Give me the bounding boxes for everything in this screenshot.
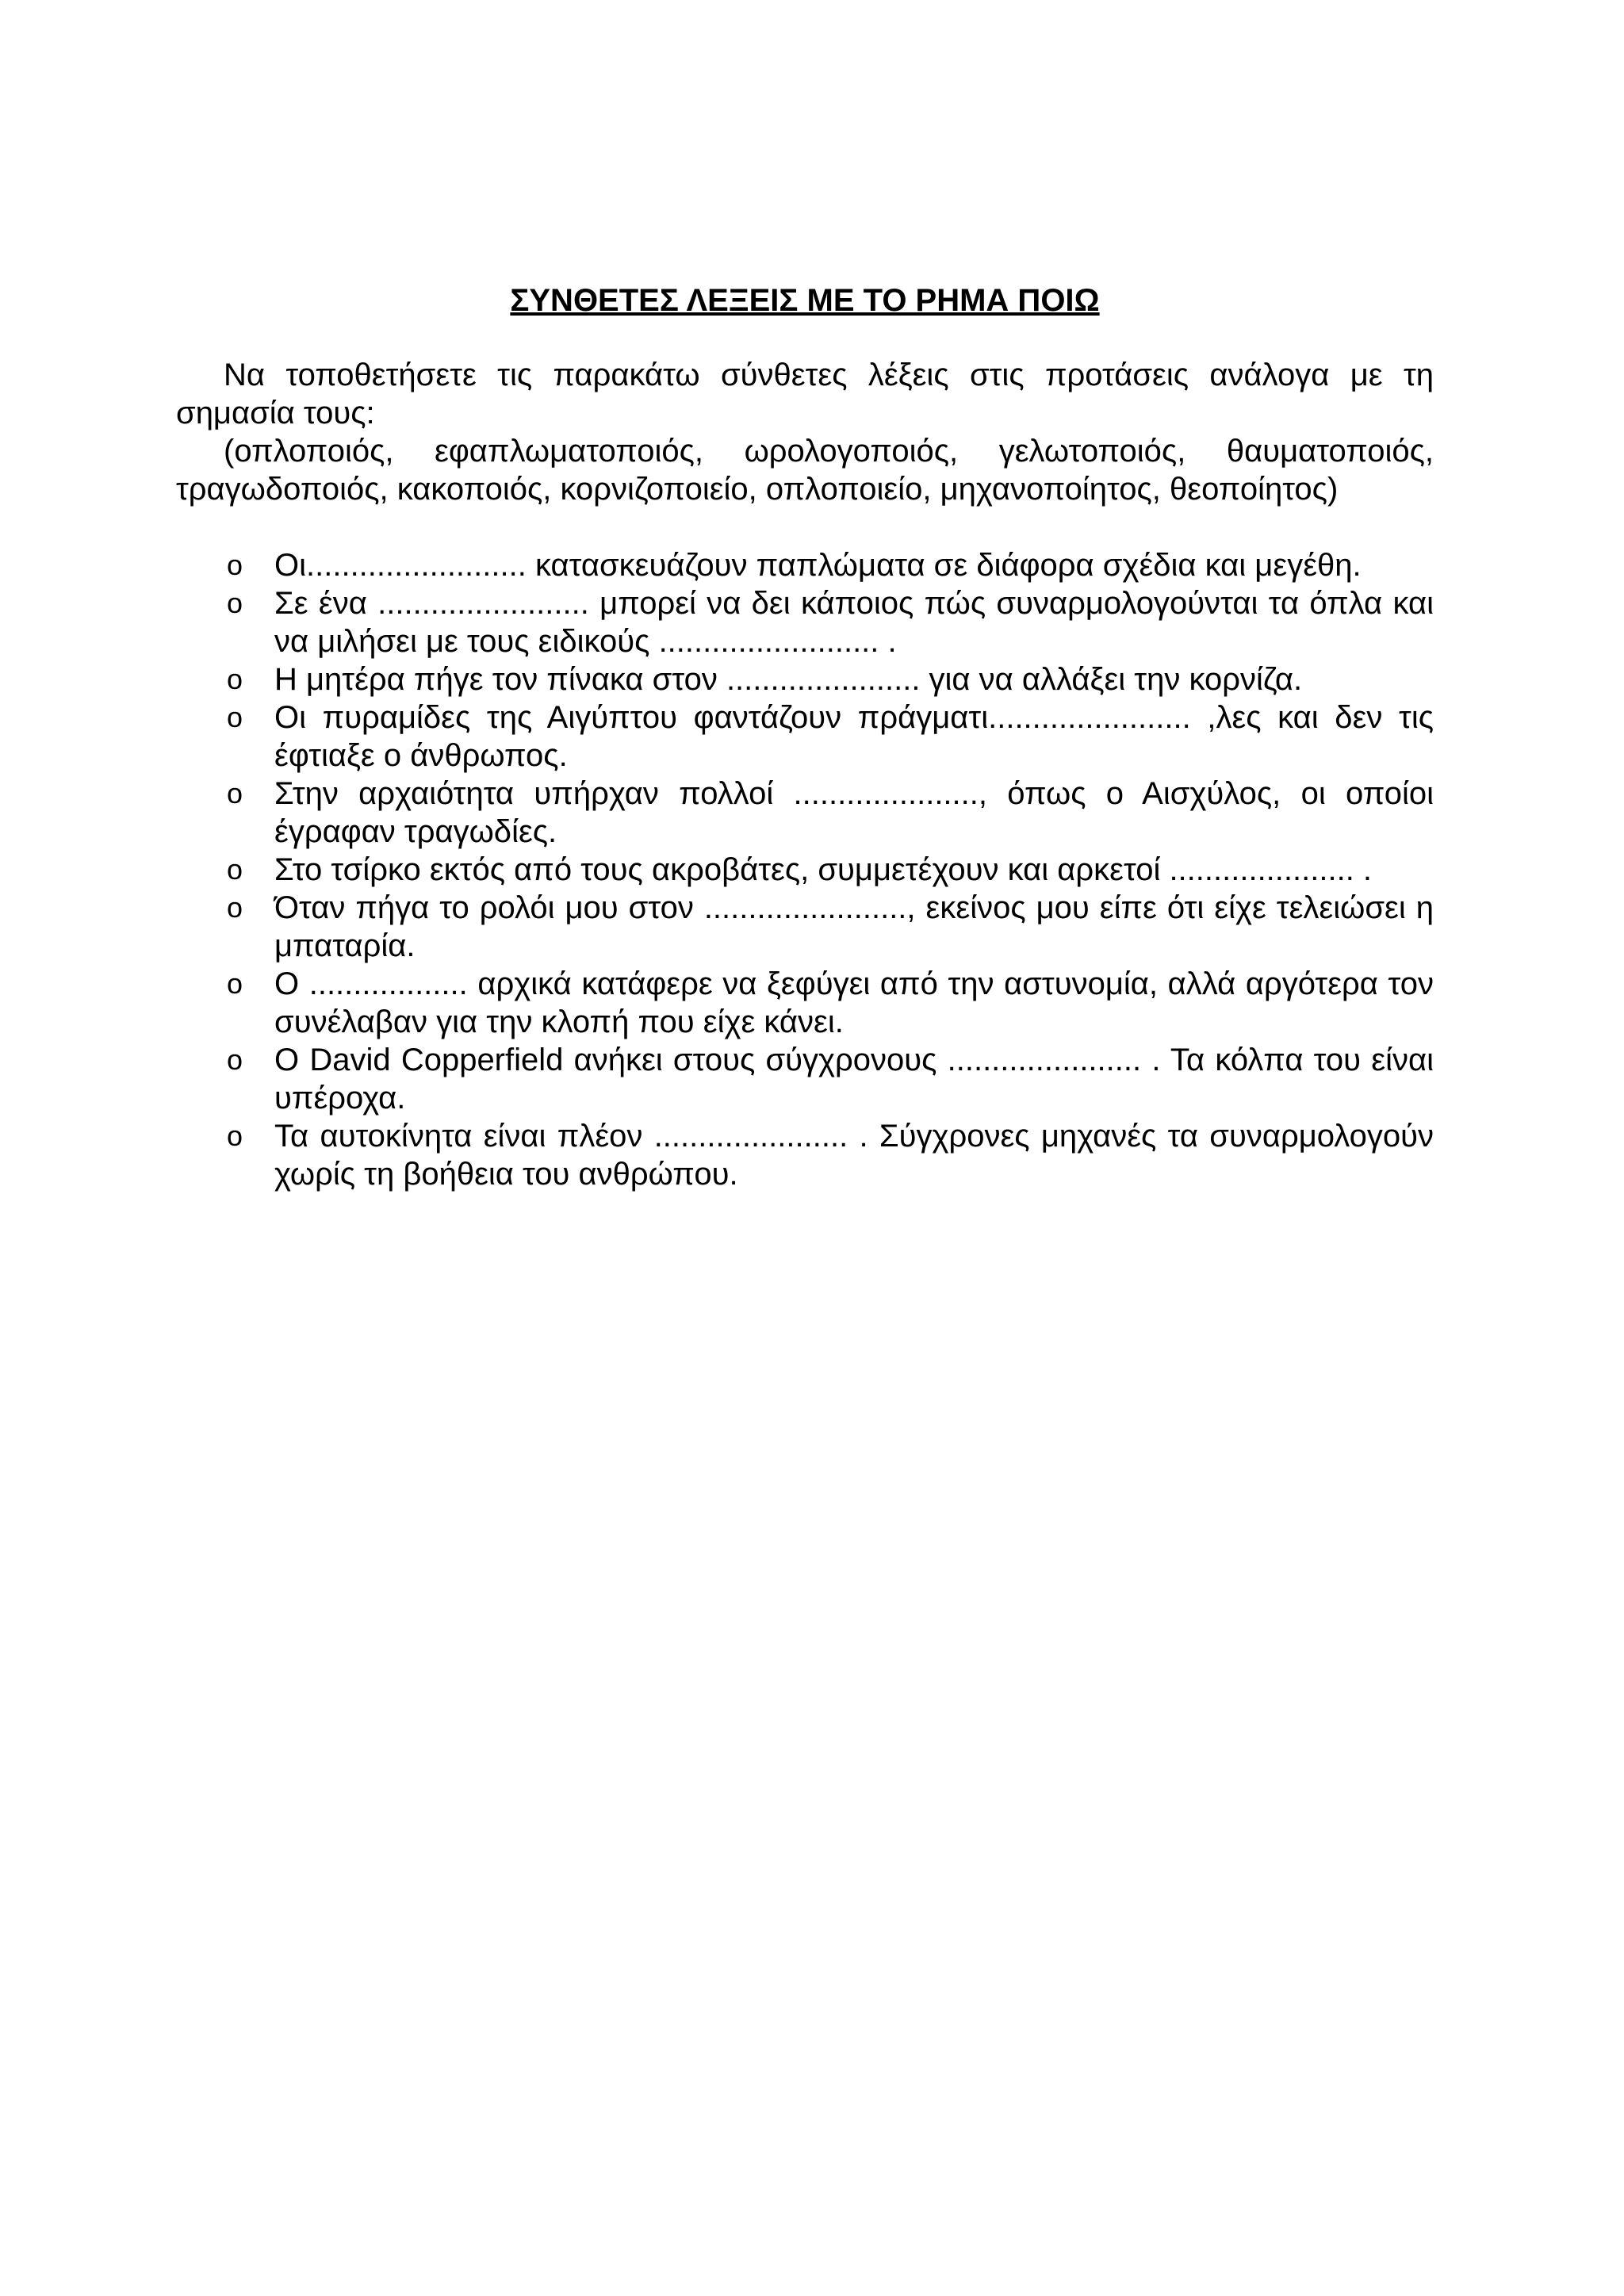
sentence-text: Στην αρχαιότητα υπήρχαν πολλοί ....................., όπως ο Αισχύλος, οι οποίοι έγραφαν τραγωδίες. bbox=[274, 776, 1434, 849]
list-item bbox=[176, 965, 1434, 1041]
sentence-text: Οι πυραμίδες της Αιγύπτου φαντάζουν πράγματι....................... ,λες και δεν τις έφτιαξε ο άνθρωπος. bbox=[274, 700, 1434, 773]
bullet-icon: o bbox=[227, 853, 243, 886]
list-item bbox=[176, 660, 1434, 698]
sentence-text: Τα αυτοκίνητα είναι πλέον ...................... . Σύγχρονες μηχανές τα συναρμολογούν χωρίς τη βοήθεια του ανθρώπου. bbox=[274, 1119, 1434, 1192]
list-item bbox=[176, 1117, 1434, 1193]
sentence-text: Η μητέρα πήγε τον πίνακα στον ...................... για να αλλάξει την κορνίζα. bbox=[274, 662, 1303, 697]
bullet-icon: o bbox=[227, 663, 243, 695]
bullet-icon: o bbox=[227, 967, 243, 1000]
worksheet-title: ΣΥΝΘΕΤΕΣ ΛΕΞΕΙΣ ΜΕ ΤΟ ΡΗΜΑ ΠΟΙΩ bbox=[510, 283, 1100, 318]
list-item bbox=[176, 698, 1434, 775]
bullet-icon: o bbox=[227, 777, 243, 809]
sentence-text: Σε ένα ........................ μπορεί να δει κάποιος πώς συναρμολογούνται τα όπλα και να μιλήσει με τους ειδικούς ......................... . bbox=[274, 586, 1434, 659]
bullet-icon: o bbox=[227, 1119, 243, 1152]
instructions-text: Να τοποθετήσετε τις παρακάτω σύνθετες λέξεις στις προτάσεις ανάλογα με τη σημασία τους: bbox=[176, 358, 1434, 430]
bullet-icon: o bbox=[227, 587, 243, 619]
sentence-list bbox=[176, 546, 1434, 1193]
sentence-text: Οι......................... κατασκευάζουν παπλώματα σε διάφορα σχέδια και μεγέθη. bbox=[274, 548, 1362, 583]
bullet-icon: o bbox=[227, 701, 243, 733]
list-item bbox=[176, 1041, 1434, 1117]
sentence-text: Ο .................. αρχικά κατάφερε να ξεφύγει από την αστυνομία, αλλά αργότερα τον συνέλαβαν για την κλοπή που είχε κάνει. bbox=[274, 966, 1434, 1039]
sentence-text: Όταν πήγα το ρολόι μου στον ......................., εκείνος μου είπε ότι είχε τελειώσει η μπαταρία. bbox=[274, 890, 1434, 963]
sentence-text: Στο τσίρκο εκτός από τους ακροβάτες, συμμετέχουν και αρκετοί ..................... . bbox=[274, 852, 1373, 887]
list-item bbox=[176, 851, 1434, 889]
list-item bbox=[176, 775, 1434, 851]
bullet-icon: o bbox=[227, 891, 243, 924]
list-item bbox=[176, 889, 1434, 965]
sentence-text: Ο David Copperfield ανήκει στους σύγχρονους ...................... . Τα κόλπα του είναι υπέροχα. bbox=[274, 1043, 1434, 1115]
list-item bbox=[176, 546, 1434, 584]
worksheet-page bbox=[176, 281, 1434, 1193]
bullet-icon: o bbox=[227, 1043, 243, 1076]
list-item bbox=[176, 584, 1434, 660]
word-list: (οπλοποιός, εφαπλωματοποιός, ωρολογοποιός, γελωτοποιός, θαυματοποιός, τραγωδοποιός, κακοποιός, κορνιζοποιείο, οπλοποιείο, μηχανοποίητος, θεοποίητος) bbox=[176, 434, 1434, 507]
bullet-icon: o bbox=[227, 549, 243, 581]
